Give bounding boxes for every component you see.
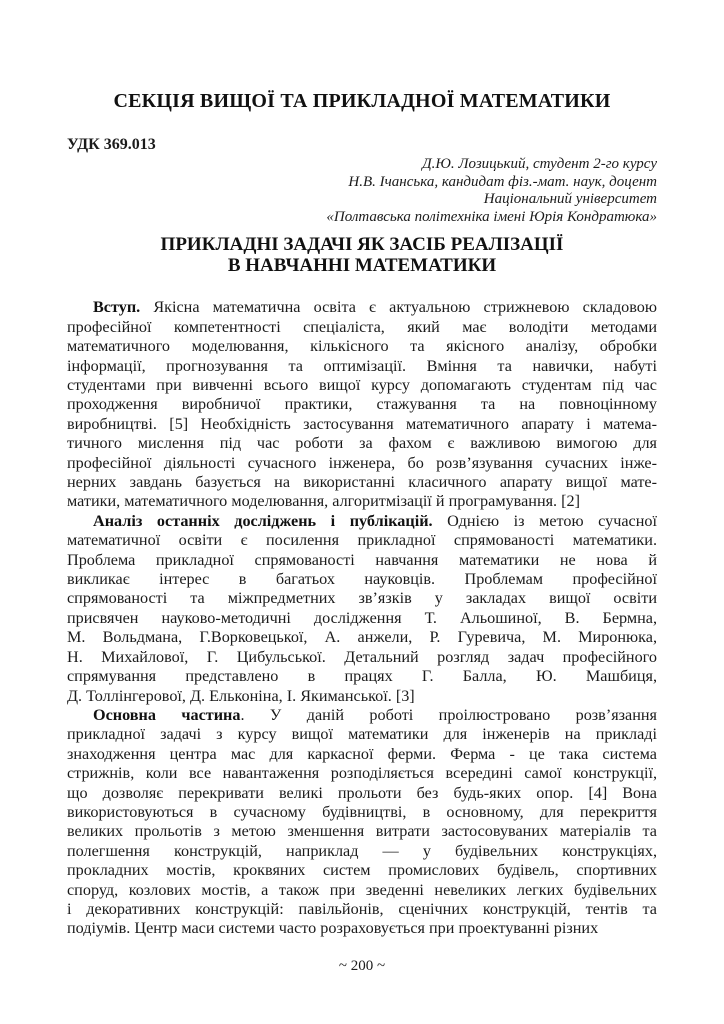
author-affiliation: «Полтавська політехніка імені Юрія Кондратюка» (326, 208, 657, 225)
text-line: полегшення конструкцій, наприклад — у будівельних конструкціях, (67, 841, 657, 860)
text-line: виробництві. [5] Необхідність застосування математичного апарату і матема- (67, 414, 657, 433)
text-line: знаходження центра мас для каркасної ферми. Ферма - це така система (67, 744, 657, 763)
author-block (67, 156, 657, 226)
article-title-line: ПРИКЛАДНІ ЗАДАЧІ ЯК ЗАСІБ РЕАЛІЗАЦІЇ (160, 234, 564, 256)
author-line: Д.Ю. Лозицький, студент 2-го курсу (422, 156, 657, 172)
text-line: професійної діяльності сучасного інженера, бо розв’язування сучасних інже- (67, 453, 657, 472)
text-line: присвячен науково-методичні дослідження Т. Альошиної, В. Бермна, (67, 608, 657, 627)
paragraph-lead: Аналіз останніх досліджень і публікацій. (93, 511, 433, 530)
author-affiliation: Національний університет (483, 191, 657, 208)
text-line: прикладної задачі з курсу вищої математики для інженерів на прикладі (67, 725, 657, 744)
text-line: великих прольотів з метою зменшення витрати застосовуваних матеріалів та (67, 822, 657, 841)
text-line: тичного мислення під час роботи за фахом є важливою вимогою для (67, 434, 657, 453)
text-line: Н. Михайлової, Г. Цибульської. Детальний розгляд задач професійного (67, 647, 657, 666)
author-line: Н.В. Ічанська, кандидат фіз.-мат. наук, доцент (348, 173, 657, 190)
section-header: СЕКЦІЯ ВИЩОЇ ТА ПРИКЛАДНОЇ МАТЕМАТИКИ (113, 90, 611, 112)
paragraph-lead: Основна частина (93, 705, 241, 724)
text-line: спрямованості та міжпредметних зв’язків у закладах вищої освіти (67, 589, 657, 608)
text-line: професійної компетентності спеціаліста, який має володіти методами (67, 317, 657, 336)
text-line: стрижнів, коли все навантаження розподіляється всередині самої конструкції, (67, 764, 657, 783)
page-content (67, 0, 657, 939)
text-line: викликає інтерес в багатьох науковців. Проблемам професійної (67, 570, 657, 589)
text-line: подіумів. Центр маси системи часто розраховується при проектуванні різних (67, 919, 599, 938)
text-line: студентами при вивченні всього вищої курсу допомагають студентам під час (67, 376, 657, 394)
text-line: проходження виробничої практики, стажування та на повноцінному (67, 395, 657, 414)
text-line: Д. Толлінгерової, Д. Ельконіна, І. Якиманської. [3] (67, 686, 415, 705)
text-line: прокладних мостів, кроквяних систем промислових будівель, спортивних (67, 861, 657, 880)
text-line: спрямування представлено в працях Г. Балла, Ю. Машбиця, (67, 667, 657, 686)
text-line: нерних завдань базується на використанні класичного апарату вищої мате- (67, 473, 657, 492)
paragraph (67, 512, 657, 706)
paragraph-lead: Вступ. (93, 298, 141, 317)
text-line: споруд, козлових мостів, а також при зведенні невеликих легких будівельних (67, 880, 657, 899)
text-line: Основна частина. У даній роботі проілюстровано розв’язання (93, 705, 658, 724)
text-line: що дозволяє перекривати великі прольоти без будь-яких опор. [4] Вона (67, 783, 657, 802)
text-line: матики, математичного моделювання, алгоритмізації й програмування. [2] (67, 492, 581, 511)
article-title (67, 234, 657, 276)
text-line: і декоративних конструкцій: павільйонів, сценічних конструкцій, тентів та (67, 899, 657, 918)
page-number: ~ 200 ~ (338, 958, 386, 974)
udc-code: УДК 369.013 (67, 136, 156, 153)
text-line: інформації, прогнозування та оптимізації. Вміння та навички, набуті (67, 356, 657, 375)
article-title-line: В НАВЧАННІ МАТЕМАТИКИ (227, 255, 497, 277)
text-line: Проблема прикладної спрямованості навчання математики не нова й (67, 550, 657, 569)
text-line: Аналіз останніх досліджень і публікацій. Однією із метою сучасної (93, 511, 657, 530)
text-line: М. Вольдмана, Г.Ворковецької, А. анжели, Р. Гуревича, М. Миронюка, (67, 628, 657, 647)
text-line: Вступ. Якісна математична освіта є актуальною стрижневою складовою (93, 298, 657, 317)
text-line: математичного моделювання, кількісного та якісного аналізу, обробки (67, 337, 657, 356)
paragraph (67, 298, 657, 511)
article-body (67, 298, 657, 938)
text-line: використовуються в сучасному будівництві, в основному, для перекриття (67, 802, 657, 821)
paragraph (67, 706, 657, 939)
text-line: математичної освіти є посилення прикладної спрямованості математики. (67, 531, 657, 550)
